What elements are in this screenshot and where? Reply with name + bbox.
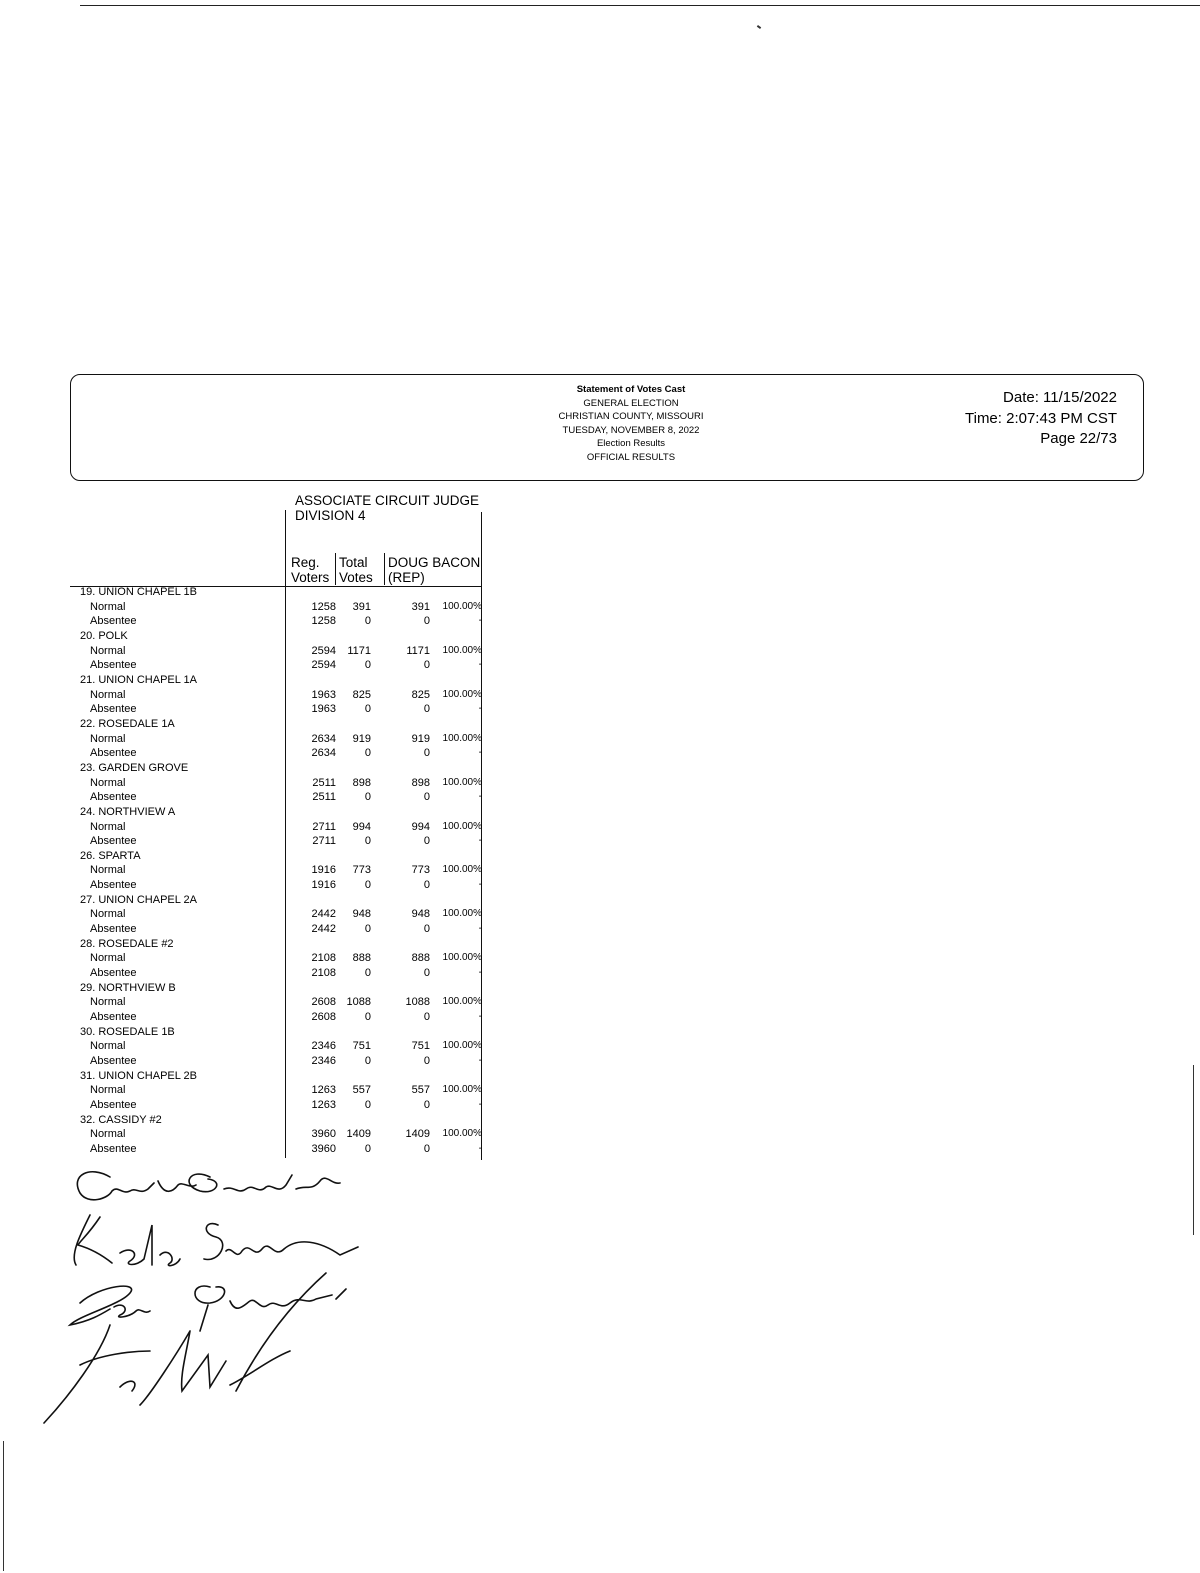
reg-voters-cell: 2511 [312, 776, 336, 789]
absentee-row [0, 1054, 500, 1069]
precinct-row [0, 1025, 500, 1040]
left-edge-scan-mark [3, 1441, 4, 1571]
candidate-votes-cell: 1088 [405, 996, 430, 1009]
report-title: Statement of Votes Cast [576, 384, 686, 395]
precinct-name: 24. NORTHVIEW A [80, 805, 176, 818]
total-votes-cell: 0 [364, 1011, 371, 1024]
total-votes-cell: 1409 [346, 1128, 371, 1141]
reg-voters-cell: 2711 [312, 820, 336, 833]
reg-voters-cell: 2594 [311, 644, 336, 657]
reg-voters-cell: 2634 [311, 732, 336, 745]
vote-type-label: Normal [90, 820, 126, 833]
normal-row [0, 907, 500, 922]
vote-type-label: Normal [90, 644, 126, 657]
total-votes-cell: 919 [352, 732, 371, 745]
precinct-name: 26. SPARTA [80, 849, 141, 862]
total-votes-cell: 0 [364, 1142, 371, 1155]
absentee-row [0, 1010, 500, 1025]
vote-type-label: Normal [90, 776, 126, 789]
reg-voters-cell: 2594 [311, 659, 336, 672]
col-reg-line1: Reg. [291, 555, 320, 570]
reg-voters-cell: 3960 [311, 1142, 336, 1155]
reg-voters-cell: 1963 [311, 688, 336, 701]
reg-voters-cell: 2608 [311, 996, 336, 1009]
report-time: Time: 2:07:43 PM CST [965, 409, 1117, 427]
vote-type-label: Absentee [90, 1098, 137, 1111]
absentee-row [0, 1098, 500, 1113]
absentee-row [0, 834, 500, 849]
absentee-row [0, 702, 500, 717]
signature-1 [77, 1172, 340, 1200]
report-title-block [501, 383, 761, 464]
total-votes-cell: 1171 [347, 644, 371, 657]
total-votes-cell: 0 [364, 659, 371, 672]
precinct-row [0, 981, 500, 996]
scan-speck [757, 25, 761, 29]
col-candidate [388, 555, 480, 585]
total-votes-cell: 1088 [346, 996, 371, 1009]
candidate-percent-cell: 100.00% [442, 1128, 482, 1140]
candidate-votes-cell: 994 [411, 820, 430, 833]
normal-row [0, 1083, 500, 1098]
candidate-votes-cell: 0 [423, 923, 430, 936]
precinct-name: 27. UNION CHAPEL 2A [80, 893, 197, 906]
reg-voters-cell: 1263 [311, 1098, 336, 1111]
absentee-row [0, 658, 500, 673]
total-votes-cell: 391 [352, 600, 371, 613]
precinct-row [0, 629, 500, 644]
normal-row [0, 995, 500, 1010]
absentee-row [0, 922, 500, 937]
normal-row [0, 1039, 500, 1054]
total-votes-cell: 0 [364, 615, 371, 628]
normal-row [0, 863, 500, 878]
vote-type-label: Normal [90, 1128, 126, 1141]
reg-voters-cell: 2711 [312, 835, 336, 848]
candidate-votes-cell: 948 [411, 908, 430, 921]
candidate-percent-cell: - [478, 1142, 482, 1154]
candidate-votes-cell: 0 [423, 703, 430, 716]
candidate-percent-cell: - [478, 1055, 482, 1066]
candidate-percent-cell: - [478, 615, 482, 627]
results-table [0, 585, 500, 1157]
reg-voters-cell: 2108 [311, 967, 336, 980]
vote-type-label: Normal [90, 600, 126, 613]
right-edge-scan-mark [1193, 1065, 1194, 1235]
normal-row [0, 688, 500, 703]
signature-2 [74, 1215, 358, 1266]
candidate-percent-cell: 100.00% [442, 688, 482, 700]
candidate-percent-cell: 100.00% [442, 996, 482, 1008]
candidate-votes-cell: 0 [423, 835, 430, 848]
candidate-votes-cell: 1409 [405, 1128, 430, 1141]
col-total-line2: Votes [339, 570, 373, 585]
absentee-row [0, 746, 500, 761]
reg-voters-cell: 1258 [311, 615, 336, 628]
candidate-percent-cell: 100.00% [442, 732, 482, 744]
candidate-percent-cell: - [478, 879, 482, 891]
vote-type-label: Normal [90, 732, 126, 745]
candidate-percent-cell: - [478, 659, 482, 671]
reg-voters-cell: 2346 [311, 1040, 336, 1053]
candidate-percent-cell: 100.00% [442, 1084, 482, 1096]
reg-voters-cell: 1916 [311, 879, 336, 892]
absentee-row [0, 790, 500, 805]
candidate-percent-cell: 100.00% [442, 820, 482, 832]
vote-type-label: Normal [90, 996, 126, 1009]
absentee-row [0, 614, 500, 629]
candidate-percent-cell: - [478, 835, 482, 847]
candidate-votes-cell: 1171 [406, 644, 430, 657]
col-candidate-line2: (REP) [388, 570, 425, 585]
candidate-votes-cell: 888 [411, 952, 430, 965]
precinct-row [0, 937, 500, 952]
normal-row [0, 732, 500, 747]
candidate-percent-cell: - [478, 967, 482, 979]
official-label: OFFICIAL RESULTS [586, 451, 676, 463]
candidate-percent-cell: 100.00% [442, 864, 482, 876]
reg-voters-cell: 1963 [311, 703, 336, 716]
precinct-name: 30. ROSEDALE 1B [80, 1025, 175, 1038]
vote-type-label: Absentee [90, 967, 137, 980]
candidate-votes-cell: 391 [411, 600, 430, 613]
candidate-percent-cell: 100.00% [442, 952, 482, 964]
precinct-row [0, 849, 500, 864]
col-reg-line2: Voters [291, 570, 330, 585]
report-date: Date: 11/15/2022 [1003, 389, 1117, 406]
candidate-percent-cell: - [478, 923, 482, 935]
total-votes-cell: 557 [352, 1084, 371, 1097]
election-date: TUESDAY, NOVEMBER 8, 2022 [562, 424, 700, 436]
precinct-name: 28. ROSEDALE #2 [80, 937, 174, 950]
reg-voters-cell: 2346 [311, 1055, 336, 1067]
vote-type-label: Absentee [90, 615, 137, 628]
total-votes-cell: 898 [352, 776, 371, 789]
candidate-percent-cell: - [478, 1098, 482, 1110]
candidate-votes-cell: 557 [411, 1084, 430, 1097]
reg-voters-cell: 2511 [312, 791, 336, 804]
candidate-percent-cell: 100.00% [442, 600, 482, 612]
col-reg-voters [291, 555, 329, 585]
vote-type-label: Absentee [90, 923, 137, 936]
precinct-name: 31. UNION CHAPEL 2B [80, 1069, 197, 1082]
vote-type-label: Normal [90, 1040, 126, 1053]
precinct-name: 29. NORTHVIEW B [80, 981, 176, 994]
candidate-percent-cell: 100.00% [442, 644, 482, 656]
total-votes-cell: 751 [352, 1040, 371, 1053]
total-votes-cell: 0 [364, 703, 371, 716]
absentee-row [0, 966, 500, 981]
candidate-votes-cell: 0 [423, 791, 430, 804]
candidate-votes-cell: 751 [411, 1040, 430, 1053]
normal-row [0, 776, 500, 791]
candidate-votes-cell: 0 [423, 967, 430, 980]
absentee-row [0, 878, 500, 893]
candidate-percent-cell: 100.00% [442, 776, 482, 788]
vote-type-label: Absentee [90, 1142, 137, 1155]
contest-title-line2: DIVISION 4 [295, 508, 366, 523]
candidate-percent-cell: 100.00% [442, 1040, 482, 1052]
candidate-votes-cell: 825 [411, 688, 430, 701]
total-votes-cell: 0 [364, 747, 371, 760]
total-votes-cell: 994 [352, 820, 371, 833]
candidate-percent-cell: - [478, 791, 482, 803]
precinct-row [0, 1113, 500, 1128]
vote-type-label: Normal [90, 908, 126, 921]
candidate-votes-cell: 0 [423, 1055, 430, 1067]
col-total-line1: Total [339, 555, 368, 570]
precinct-row [0, 673, 500, 688]
candidate-votes-cell: 773 [411, 864, 430, 877]
total-votes-cell: 825 [352, 688, 371, 701]
vote-type-label: Absentee [90, 1055, 137, 1067]
normal-row [0, 820, 500, 835]
candidate-votes-cell: 0 [423, 1011, 430, 1024]
page-number: Page 22/73 [1040, 430, 1117, 447]
candidate-percent-cell: - [478, 747, 482, 759]
total-votes-cell: 0 [364, 835, 371, 848]
vote-type-label: Absentee [90, 791, 137, 804]
col-candidate-line1: DOUG BACON [388, 555, 481, 570]
candidate-votes-cell: 0 [423, 747, 430, 760]
vote-type-label: Normal [90, 688, 126, 701]
candidate-percent-cell: - [478, 1011, 482, 1023]
normal-row [0, 600, 500, 615]
reg-voters-cell: 2442 [311, 908, 336, 921]
precinct-name: 20. POLK [80, 629, 128, 642]
precinct-name: 32. CASSIDY #2 [80, 1113, 162, 1126]
total-votes-cell: 888 [352, 952, 371, 965]
candidate-votes-cell: 0 [423, 879, 430, 892]
candidate-votes-cell: 0 [423, 1142, 430, 1155]
precinct-row [0, 585, 500, 600]
normal-row [0, 951, 500, 966]
candidate-votes-cell: 0 [423, 1098, 430, 1111]
total-votes-cell: 773 [352, 864, 371, 877]
column-divider-candidate [384, 553, 385, 585]
signature-4 [44, 1273, 326, 1423]
reg-voters-cell: 2608 [311, 1011, 336, 1024]
reg-voters-cell: 1263 [311, 1084, 336, 1097]
total-votes-cell: 0 [364, 967, 371, 980]
vote-type-label: Absentee [90, 835, 137, 848]
total-votes-cell: 0 [364, 791, 371, 804]
election-name: GENERAL ELECTION [583, 397, 679, 409]
reg-voters-cell: 3960 [311, 1128, 336, 1141]
vote-type-label: Absentee [90, 659, 137, 672]
report-meta [965, 388, 1117, 450]
precinct-row [0, 1069, 500, 1084]
contest-title-line1: ASSOCIATE CIRCUIT JUDGE [295, 493, 480, 508]
precinct-row [0, 893, 500, 908]
candidate-votes-cell: 919 [411, 732, 430, 745]
precinct-name: 22. ROSEDALE 1A [80, 717, 175, 730]
candidate-percent-cell: 100.00% [442, 908, 482, 920]
total-votes-cell: 0 [364, 879, 371, 892]
precinct-name: 21. UNION CHAPEL 1A [80, 673, 197, 686]
column-divider-total [335, 553, 336, 585]
reg-voters-cell: 2108 [311, 952, 336, 965]
vote-type-label: Absentee [90, 1011, 137, 1024]
report-header [70, 374, 1144, 481]
total-votes-cell: 0 [364, 923, 371, 936]
precinct-name: 19. UNION CHAPEL 1B [80, 586, 197, 598]
vote-type-label: Absentee [90, 747, 137, 760]
total-votes-cell: 948 [352, 908, 371, 921]
jurisdiction: CHRISTIAN COUNTY, MISSOURI [558, 411, 704, 422]
vote-type-label: Normal [90, 952, 126, 965]
precinct-row [0, 805, 500, 820]
top-scan-rule [80, 5, 1200, 6]
candidate-votes-cell: 0 [423, 615, 430, 628]
results-label: Election Results [596, 438, 666, 449]
reg-voters-cell: 2634 [311, 747, 336, 760]
candidate-votes-cell: 0 [423, 659, 430, 672]
precinct-row [0, 717, 500, 732]
reg-voters-cell: 1916 [311, 864, 336, 877]
reg-voters-cell: 1258 [311, 600, 336, 613]
precinct-name: 23. GARDEN GROVE [80, 761, 189, 774]
precinct-row [0, 761, 500, 776]
vote-type-label: Normal [90, 1084, 126, 1097]
normal-row [0, 1127, 500, 1142]
reg-voters-cell: 2442 [311, 923, 336, 936]
col-total-votes [339, 555, 373, 585]
candidate-votes-cell: 898 [411, 776, 430, 789]
normal-row [0, 644, 500, 659]
vote-type-label: Absentee [90, 879, 137, 892]
contest-title [295, 493, 495, 523]
total-votes-cell: 0 [364, 1098, 371, 1111]
vote-type-label: Absentee [90, 703, 137, 716]
vote-type-label: Normal [90, 864, 126, 877]
total-votes-cell: 0 [364, 1055, 371, 1067]
candidate-percent-cell: - [478, 703, 482, 715]
signatures [40, 1155, 380, 1435]
